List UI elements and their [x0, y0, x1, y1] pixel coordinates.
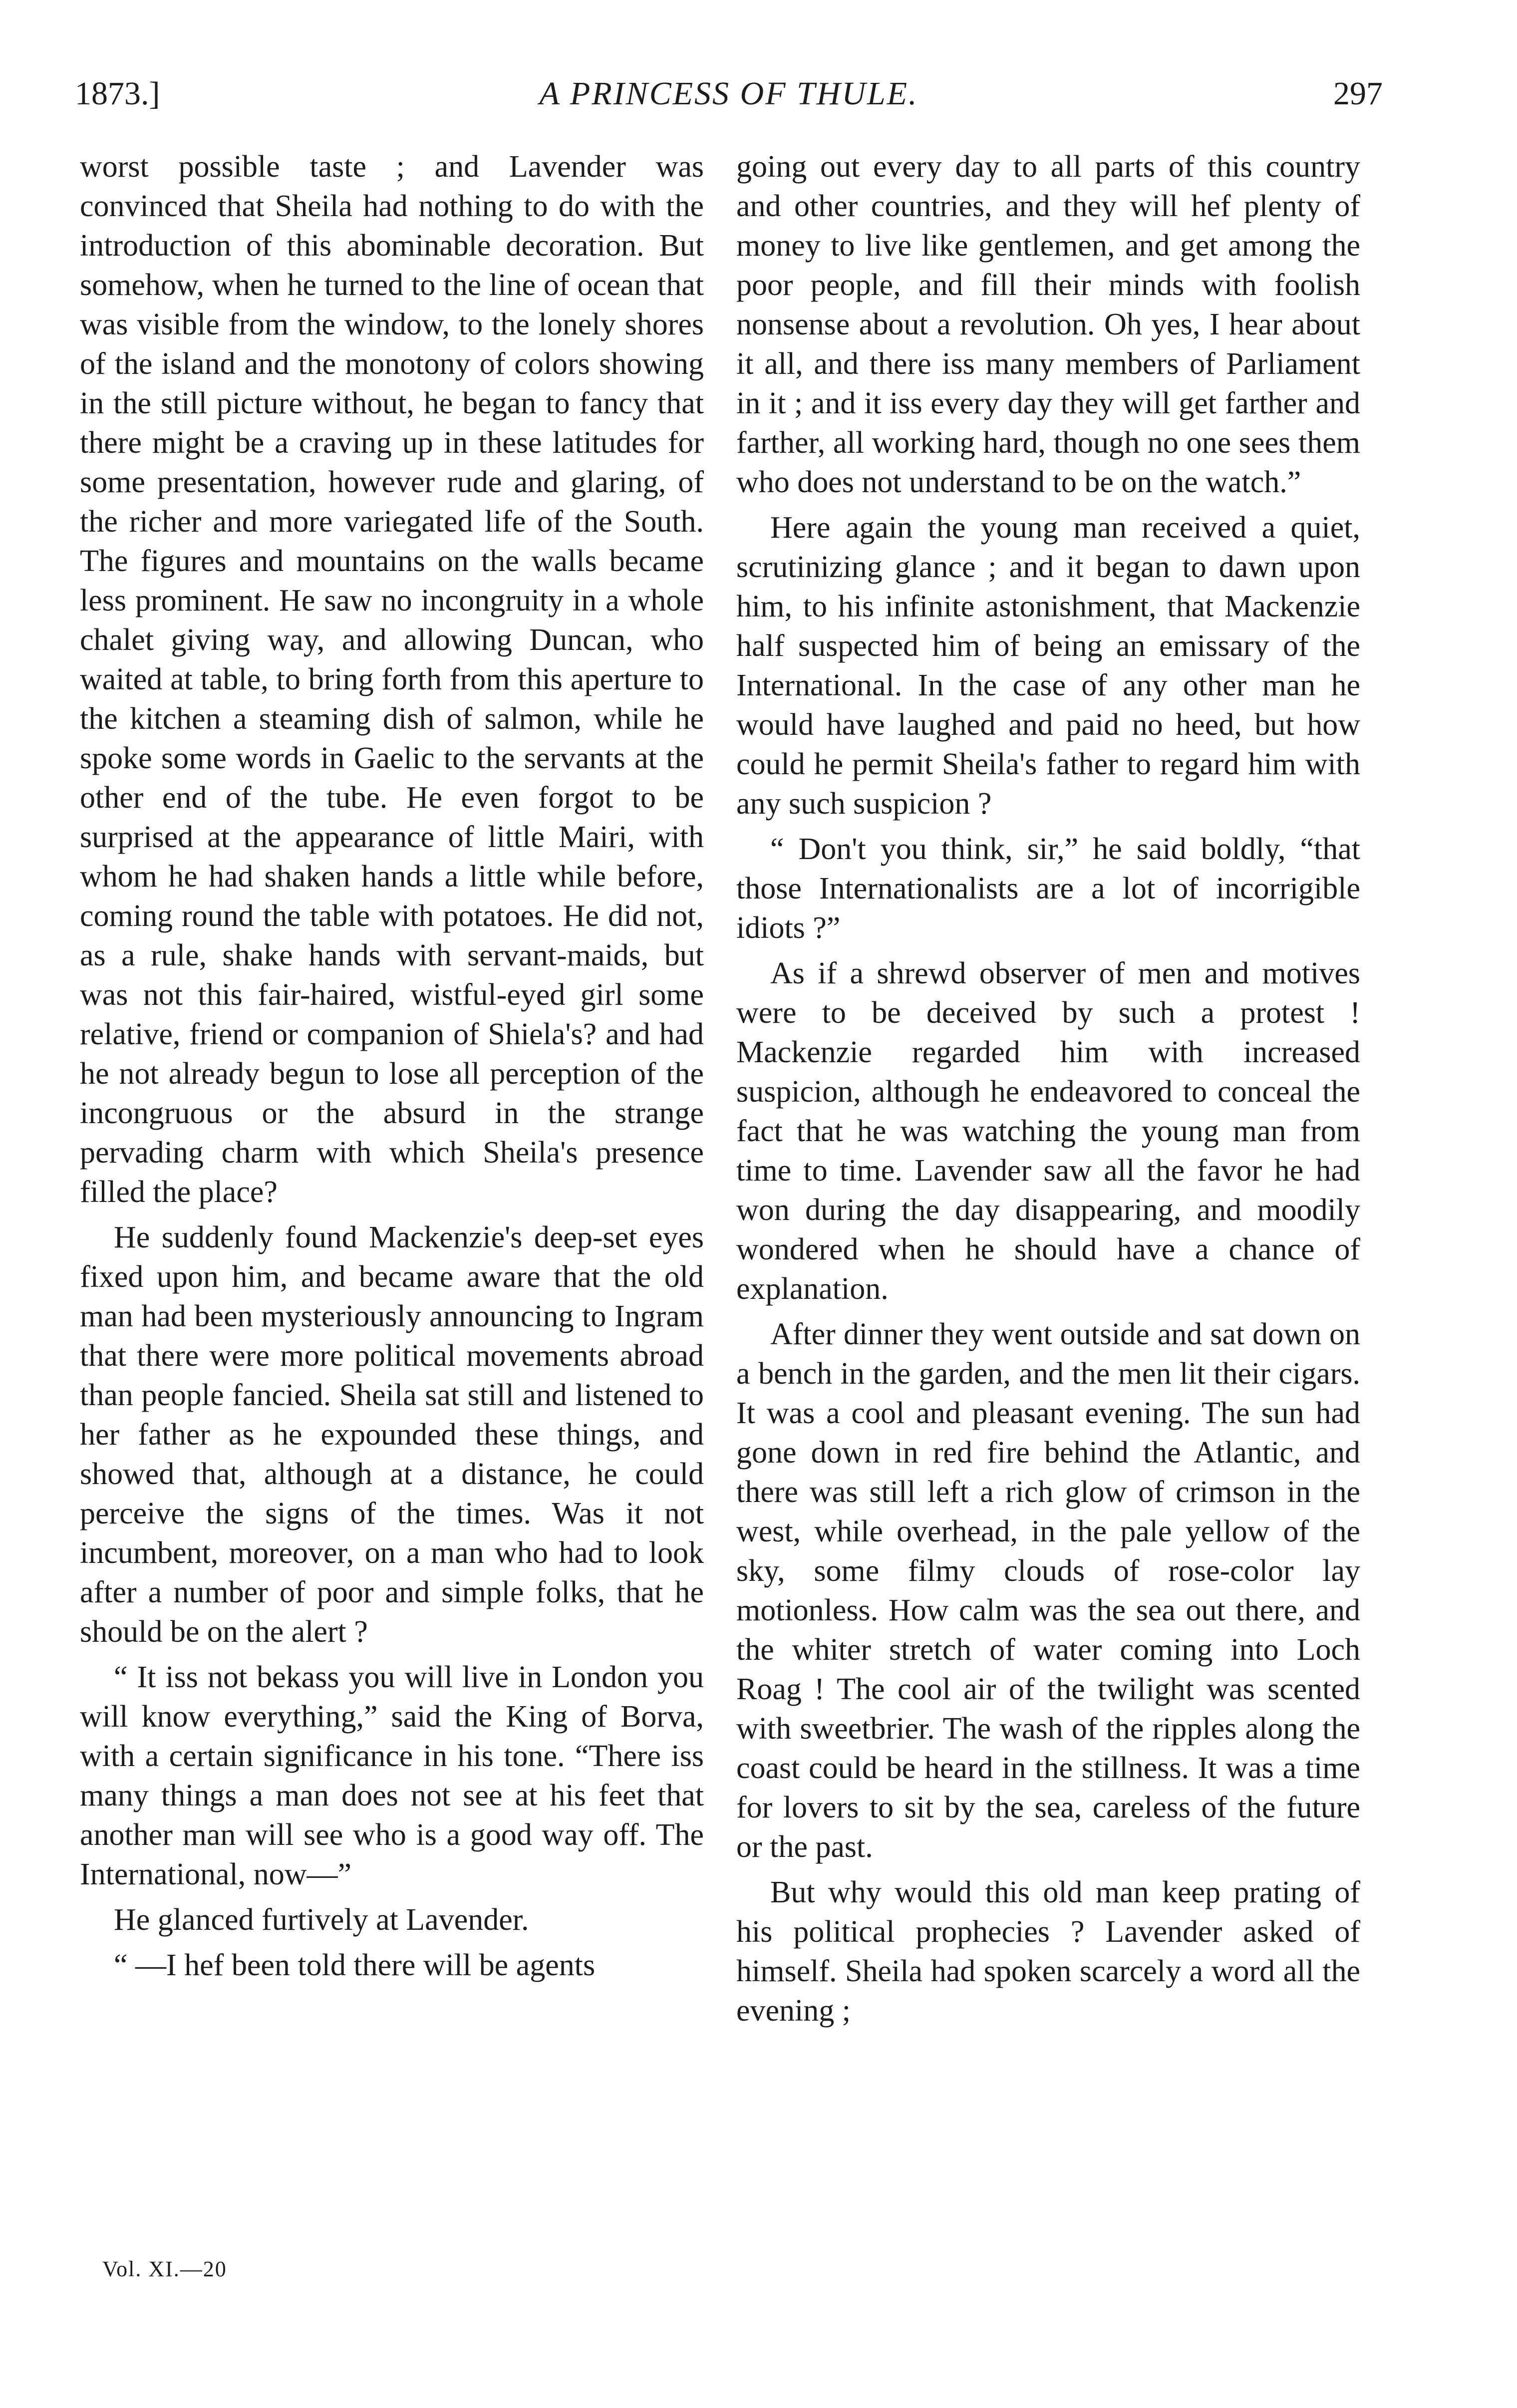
left-column: [80, 147, 704, 1985]
paragraph: Here again the young man received a quiet, scrutinizing glance ; and it began to dawn upon him, to his infinite astonishment, that Mackenzie half suspected him of being an emissary of the International. In the case of any other man he would have laughed and paid no heed, but how could he permit Sheila's father to regard him with any such suspicion ?: [736, 511, 1360, 821]
running-header: [75, 75, 1383, 120]
paragraph: “ It iss not bekass you will live in London you will know everything,” said the King of Borva, with a certain significance in his tone. “There iss many things a man does not see at his feet that another man will see who is a good way off. The International, now—”: [80, 1660, 704, 1891]
header-title: A PRINCESS OF THULE.: [539, 75, 918, 112]
signature-mark: Vol. XI.—20: [102, 2257, 227, 2281]
paragraph: He glanced furtively at Lavender.: [114, 1903, 529, 1937]
page-number: 297: [1333, 75, 1383, 112]
paragraph: As if a shrewd observer of men and motives were to be deceived by such a protest ! Mackenzie regarded him with increased suspicion, although he endeavored to conceal the fact that he was watching the young man from time to time. Lavender saw all the favor he had won during the day disappearing, and moodily wondered when he should have a chance of explanation.: [736, 956, 1360, 1306]
paragraph: But why would this old man keep prating of his political prophecies ? Lavender asked of himself. Sheila had spoken scarcely a word all the evening ;: [736, 1875, 1360, 2028]
paragraph: He suddenly found Mackenzie's deep-set eyes fixed upon him, and became aware that the old man had been mysteriously announcing to Ingram that there were more political movements abroad than people fancied. Sheila sat still and listened to her father as he expounded these things, and showed that, although at a distance, he could perceive the signs of the times. Was it not incumbent, moreover, on a man who had to look after a number of poor and simple folks, that he should be on the alert ?: [80, 1220, 704, 1649]
paragraph: going out every day to all parts of this country and other countries, and they will hef plenty of money to live like gentlemen, and get among the poor people, and fill their minds with foolish nonsense about a revolution. Oh yes, I hear about it all, and there iss many members of Parliament in it ; and it iss every day they will get farther and farther, all working hard, though no one sees them who does not understand to be on the watch.”: [736, 150, 1360, 499]
paragraph: After dinner they went outside and sat down on a bench in the garden, and the men lit their cigars. It was a cool and pleasant evening. The sun had gone down in red fire behind the Atlantic, and there was still left a rich glow of crimson in the west, while overhead, in the pale yellow of the sky, some filmy clouds of rose-color lay motionless. How calm was the sea out there, and the whiter stretch of water coming into Loch Roag ! The cool air of the twilight was scented with sweetbrier. The wash of the ripples along the coast could be heard in the stillness. It was a time for lovers to sit by the sea, careless of the future or the past.: [736, 1317, 1360, 1864]
right-column: [736, 147, 1360, 2031]
header-year: 1873.]: [75, 75, 160, 112]
paragraph: worst possible taste ; and Lavender was convinced that Sheila had nothing to do with the introduction of this abominable decoration. But somehow, when he turned to the line of ocean that was visible from the window, to the lonely shores of the island and the monotony of colors showing in the still picture without, he began to fancy that there might be a craving up in these latitudes for some presentation, however rude and glaring, of the richer and more variegated life of the South. The figures and mountains on the walls became less prominent. He saw no incongruity in a whole chalet giving way, and allowing Duncan, who waited at table, to bring forth from this aperture to the kitchen a steaming dish of salmon, while he spoke some words in Gaelic to the servants at the other end of the tube. He even forgot to be surprised at the appearance of little Mairi, with whom he had shaken hands a little while before, coming round the table with potatoes. He did not, as a rule, shake hands with servant-maids, but was not this fair-haired, wistful-eyed girl some relative, friend or companion of Shiela's? and had he not already begun to lose all perception of the incongruous or the absurd in the strange pervading charm with which Sheila's presence filled the place?: [80, 150, 704, 1209]
paragraph: “ Don't you think, sir,” he said boldly, “that those Internationalists are a lot of incorrigible idiots ?”: [736, 832, 1360, 945]
paragraph: “ —I hef been told there will be agents: [114, 1948, 596, 1982]
